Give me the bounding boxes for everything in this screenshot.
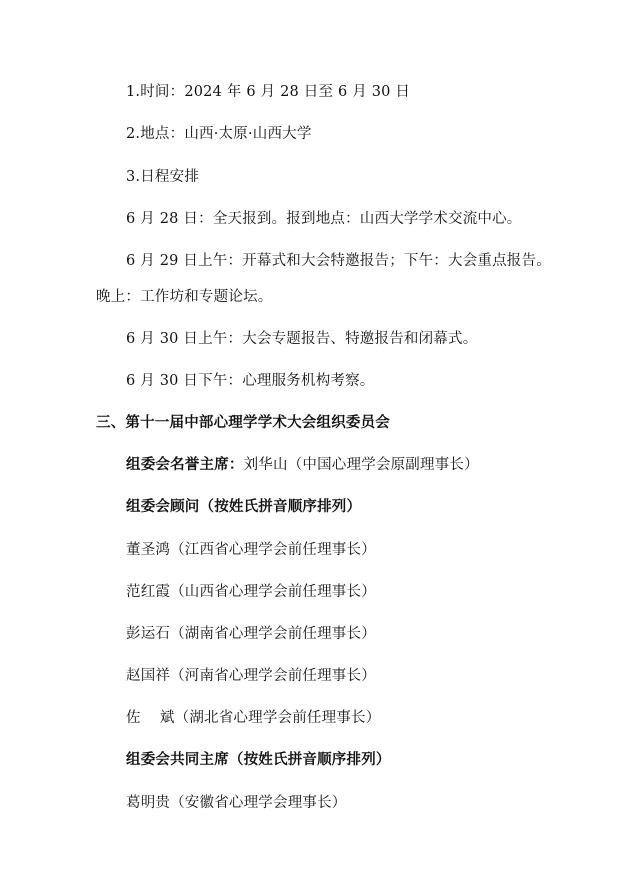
honorary-chair-row xyxy=(126,455,479,475)
advisor-item: 范红霞（山西省心理学会前任理事长） xyxy=(126,584,376,600)
schedule-location: 2.地点：山西·太原·山西大学 xyxy=(126,126,312,142)
advisor-item: 彭运石（湖南省心理学会前任理事长） xyxy=(126,626,376,642)
section-heading-committee: 三、第十一届中部心理学学术大会组织委员会 xyxy=(96,414,390,431)
co-chairs-heading: 组委会共同主席（按姓氏拼音顺序排列） xyxy=(126,751,391,768)
advisors-heading: 组委会顾问（按姓氏拼音顺序排列） xyxy=(126,498,362,515)
advisor-item: 赵国祥（河南省心理学会前任理事长） xyxy=(126,668,376,684)
schedule-day-30-morning: 6 月 30 日上午：大会专题报告、特邀报告和闭幕式。 xyxy=(126,331,478,347)
advisor-item: 董圣鸿（江西省心理学会前任理事长） xyxy=(126,542,376,558)
honorary-chair-name: 刘华山（中国心理学会原副理事长） xyxy=(243,457,479,473)
co-chair-item: 葛明贵（安徽省心理学会理事长） xyxy=(126,795,347,811)
schedule-day-28: 6 月 28 日：全天报到。报到地点：山西大学学术交流中心。 xyxy=(126,211,522,227)
advisor-item: 佐 斌（湖北省心理学会前任理事长） xyxy=(126,710,381,726)
schedule-heading: 3.日程安排 xyxy=(126,169,200,185)
schedule-time: 1.时间：2024 年 6 月 28 日至 6 月 30 日 xyxy=(126,84,411,100)
honorary-chair-label: 组委会名誉主席： xyxy=(126,456,244,473)
schedule-day-29-evening: 晚上：工作坊和专题论坛。 xyxy=(96,289,273,305)
schedule-day-29: 6 月 29 日上午：开幕式和大会特邀报告；下午：大会重点报告。 xyxy=(126,253,551,269)
schedule-day-30-afternoon: 6 月 30 日下午：心理服务机构考察。 xyxy=(126,373,375,389)
